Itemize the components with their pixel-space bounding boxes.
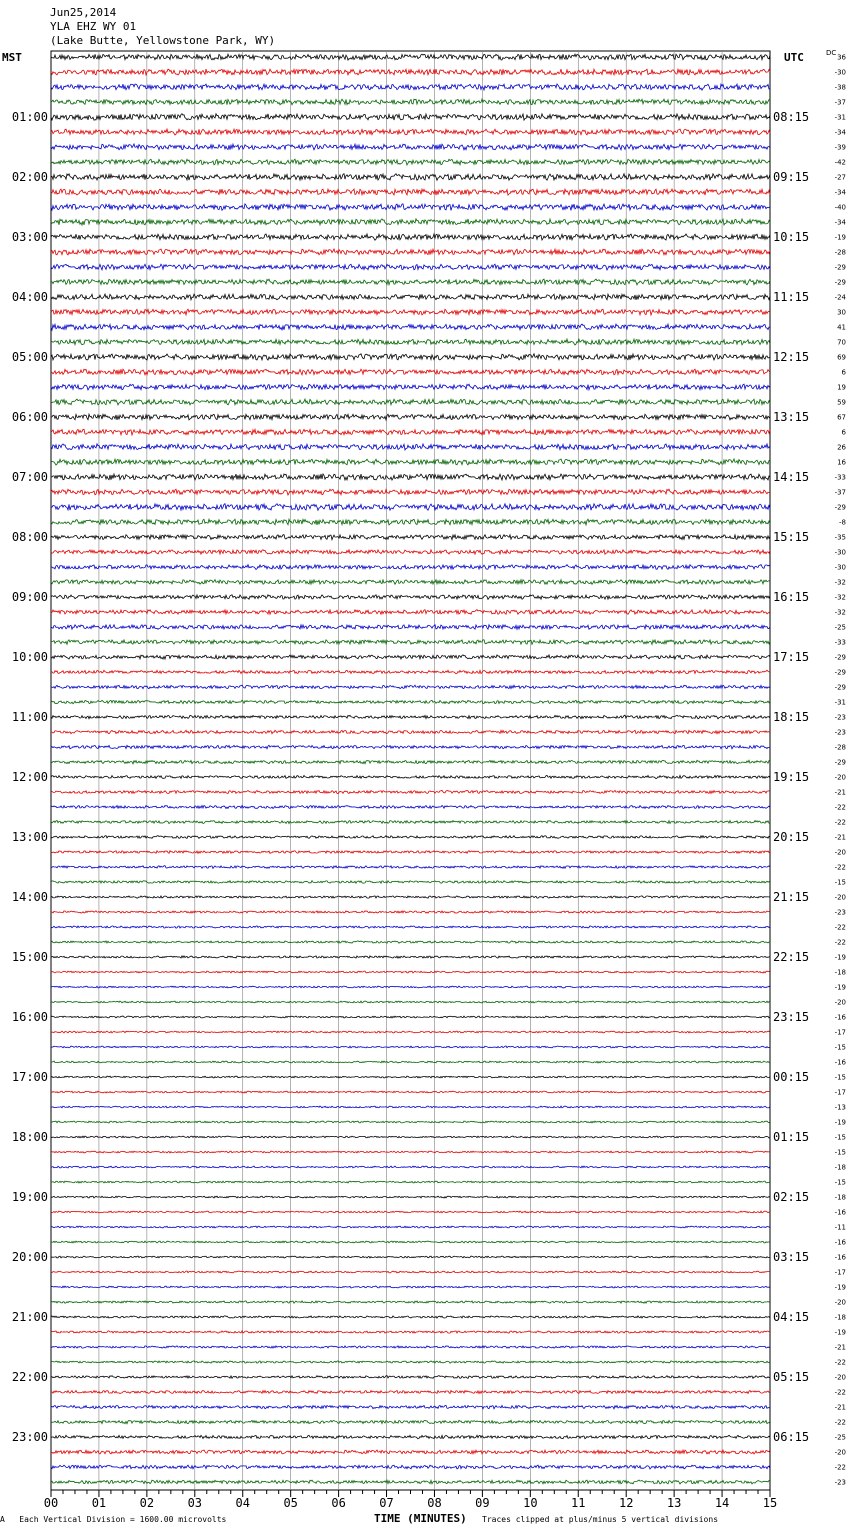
dc-offset-label: -15	[834, 1073, 846, 1082]
dc-offset-label: -16	[834, 1013, 846, 1022]
dc-offset-label: -20	[834, 1373, 846, 1382]
dc-offset-label: -39	[834, 143, 846, 152]
dc-offset-label: -38	[834, 83, 846, 92]
seismic-trace	[51, 685, 770, 689]
seismic-trace	[51, 414, 770, 420]
seismic-trace	[51, 189, 770, 195]
seismic-trace	[51, 1166, 770, 1168]
seismic-trace	[51, 625, 770, 630]
dc-offset-label: -13	[834, 1103, 846, 1112]
seismic-trace	[51, 1376, 770, 1379]
x-tick-label: 08	[427, 1496, 442, 1510]
dc-offset-label: -19	[834, 233, 846, 242]
x-tick-label: 02	[139, 1496, 155, 1510]
seismic-trace	[51, 911, 770, 913]
utc-hour-label: 05:15	[773, 1370, 810, 1384]
seismic-trace	[51, 174, 770, 181]
seismic-trace	[51, 249, 770, 255]
seismic-trace	[51, 896, 770, 898]
seismic-trace	[51, 550, 770, 555]
mst-hour-label: 01:00	[11, 110, 48, 124]
dc-offset-label: -42	[834, 158, 846, 167]
mst-hour-label: 04:00	[11, 290, 48, 304]
seismic-trace	[51, 580, 770, 585]
dc-offset-label: 70	[837, 338, 846, 347]
dc-offset-label: -23	[834, 728, 846, 737]
dc-offset-label: -22	[834, 1418, 846, 1427]
mst-hour-label: 18:00	[11, 1130, 48, 1144]
dc-offset-label: -32	[834, 593, 846, 602]
seismic-trace	[51, 1316, 770, 1318]
x-tick-label: 15	[762, 1496, 778, 1510]
dc-offset-label: -27	[834, 173, 846, 182]
seismic-trace	[51, 114, 770, 121]
dc-offset-label: -30	[834, 563, 846, 572]
dc-offset-label: -23	[834, 713, 846, 722]
seismic-trace	[51, 99, 770, 105]
dc-offset-label: -18	[834, 968, 846, 977]
dc-offset-label: 6	[841, 428, 846, 437]
seismic-trace	[51, 1136, 770, 1138]
x-tick-label: 03	[187, 1496, 203, 1510]
utc-hour-label: 20:15	[773, 830, 810, 844]
seismic-trace	[51, 219, 770, 225]
dc-offset-label: -18	[834, 1313, 846, 1322]
dc-offset-label: -28	[834, 248, 846, 257]
dc-offset-label: -18	[834, 1193, 846, 1202]
seismic-trace	[51, 234, 770, 240]
seismic-trace	[51, 294, 770, 300]
seismic-trace	[51, 806, 770, 809]
dc-offset-label: -20	[834, 1298, 846, 1307]
seismic-trace	[51, 1391, 770, 1394]
dc-offset-label: -29	[834, 263, 846, 272]
mst-hour-label: 10:00	[11, 650, 48, 664]
utc-hour-label: 06:15	[773, 1430, 810, 1444]
seismic-trace	[51, 1256, 770, 1258]
mst-hour-label: 06:00	[11, 410, 48, 424]
mst-hour-label: 11:00	[11, 710, 48, 724]
seismic-trace	[51, 1151, 770, 1153]
x-tick-label: 00	[43, 1496, 59, 1510]
dc-offset-label: -16	[834, 1253, 846, 1262]
seismic-trace	[51, 459, 770, 465]
mst-hour-label: 13:00	[11, 830, 48, 844]
utc-hour-label: 12:15	[773, 350, 810, 364]
seismic-trace	[51, 881, 770, 884]
seismic-trace	[51, 1435, 770, 1439]
seismic-trace	[51, 565, 770, 570]
dc-offset-label: -21	[834, 833, 846, 842]
dc-offset-label: -29	[834, 683, 846, 692]
seismic-trace	[51, 610, 770, 615]
dc-offset-label: -20	[834, 893, 846, 902]
seismic-trace	[51, 384, 770, 390]
dc-offset-label: -29	[834, 758, 846, 767]
dc-offset-label: -22	[834, 818, 846, 827]
dc-offset-label: -30	[834, 68, 846, 77]
dc-offset-label: -29	[834, 278, 846, 287]
footer-clip-note: Traces clipped at plus/minus 5 vertical divisions	[482, 1515, 719, 1524]
x-tick-label: 09	[475, 1496, 490, 1510]
dc-offset-label: -24	[834, 293, 846, 302]
dc-offset-label: -16	[834, 1208, 846, 1217]
dc-offset-label: 36	[837, 53, 846, 62]
seismic-trace	[51, 1031, 770, 1033]
seismic-trace	[51, 1091, 770, 1093]
dc-offset-label: 59	[837, 398, 846, 407]
seismic-trace	[51, 54, 770, 60]
dc-offset-label: -37	[834, 488, 846, 497]
dc-offset-label: -17	[834, 1028, 846, 1037]
utc-hour-label: 10:15	[773, 230, 810, 244]
dc-offset-label: 16	[837, 458, 846, 467]
dc-offset-label: -17	[834, 1088, 846, 1097]
dc-offset-label: -20	[834, 848, 846, 857]
dc-offset-label: -20	[834, 998, 846, 1007]
dc-offset-label: 67	[837, 413, 846, 422]
utc-hour-label: 19:15	[773, 770, 810, 784]
seismic-trace	[51, 1121, 770, 1123]
seismic-trace	[51, 1106, 770, 1108]
utc-hour-label: 02:15	[773, 1190, 810, 1204]
utc-hour-label: 21:15	[773, 890, 810, 904]
dc-offset-label: -25	[834, 1433, 846, 1442]
seismic-trace	[51, 324, 770, 330]
seismic-trace	[51, 1016, 770, 1018]
dc-offset-label: -17	[834, 1268, 846, 1277]
seismic-trace	[51, 339, 770, 345]
seismic-trace	[51, 1226, 770, 1228]
seismic-trace	[51, 354, 770, 360]
x-axis-title: TIME (MINUTES)	[374, 1512, 467, 1525]
seismic-trace	[51, 1061, 770, 1063]
seismic-trace	[51, 730, 770, 733]
seismic-trace	[51, 836, 770, 839]
seismic-trace	[51, 69, 770, 75]
mst-hour-label: 09:00	[11, 590, 48, 604]
dc-offset-label: -22	[834, 938, 846, 947]
mst-axis-label: MST	[2, 51, 22, 64]
dc-offset-label: -29	[834, 668, 846, 677]
dc-offset-label: -19	[834, 1328, 846, 1337]
seismic-trace	[51, 851, 770, 854]
seismic-trace	[51, 776, 770, 779]
seismic-trace	[51, 715, 770, 719]
mst-hour-label: 16:00	[11, 1010, 48, 1024]
dc-offset-label: -19	[834, 983, 846, 992]
mst-hour-label: 23:00	[11, 1430, 48, 1444]
seismic-trace	[51, 1301, 770, 1303]
dc-offset-label: -29	[834, 653, 846, 662]
dc-offset-label: -8	[839, 518, 846, 527]
dc-offset-label: -32	[834, 608, 846, 617]
dc-offset-label: -40	[834, 203, 846, 212]
seismic-trace	[51, 1181, 770, 1183]
dc-offset-label: -34	[834, 188, 846, 197]
seismic-trace	[51, 504, 770, 511]
dc-offset-label: -21	[834, 1343, 846, 1352]
utc-hour-label: 03:15	[773, 1250, 810, 1264]
dc-offset-label: -33	[834, 473, 846, 482]
utc-hour-label: 00:15	[773, 1070, 810, 1084]
seismic-trace	[51, 489, 770, 495]
x-tick-label: 12	[618, 1496, 634, 1510]
utc-axis-label: UTC	[784, 51, 804, 64]
seismic-trace	[51, 1405, 770, 1408]
seismic-trace	[51, 1331, 770, 1333]
seismic-trace	[51, 204, 770, 211]
mst-hour-label: 21:00	[11, 1310, 48, 1324]
dc-offset-label: -33	[834, 638, 846, 647]
dc-offset-label: -19	[834, 953, 846, 962]
x-tick-label: 13	[666, 1496, 682, 1510]
seismic-trace	[51, 941, 770, 943]
utc-hour-label: 23:15	[773, 1010, 810, 1024]
seismic-trace	[51, 144, 770, 150]
x-tick-label: 10	[523, 1496, 538, 1510]
dc-offset-label: -23	[834, 908, 846, 917]
utc-hour-label: 01:15	[773, 1130, 810, 1144]
seismic-trace	[51, 535, 770, 540]
seismic-trace	[51, 1211, 770, 1213]
seismic-trace	[51, 1420, 770, 1423]
seismic-trace	[51, 264, 770, 270]
seismic-trace	[51, 1046, 770, 1048]
dc-offset-label: -31	[834, 113, 846, 122]
seismic-trace	[51, 1346, 770, 1348]
seismic-trace	[51, 986, 770, 988]
dc-offset-label: -15	[834, 1178, 846, 1187]
seismic-trace	[51, 1480, 770, 1484]
dc-offset-label: -16	[834, 1058, 846, 1067]
utc-hour-label: 13:15	[773, 410, 810, 424]
dc-offset-label: -19	[834, 1118, 846, 1127]
dc-offset-label: -22	[834, 1358, 846, 1367]
mst-hour-label: 15:00	[11, 950, 48, 964]
seismic-trace	[51, 474, 770, 480]
mst-hour-label: 05:00	[11, 350, 48, 364]
x-tick-label: 04	[235, 1496, 250, 1510]
seismic-trace	[51, 745, 770, 749]
dc-offset-label: -18	[834, 1163, 846, 1172]
dc-offset-label: -21	[834, 1403, 846, 1412]
seismic-trace	[51, 956, 770, 958]
seismic-trace	[51, 444, 770, 450]
seismic-trace	[51, 1241, 770, 1243]
mst-hour-label: 17:00	[11, 1070, 48, 1084]
utc-hour-label: 14:15	[773, 470, 810, 484]
seismic-trace	[51, 1076, 770, 1078]
dc-offset-label: -28	[834, 743, 846, 752]
dc-offset-label: -30	[834, 548, 846, 557]
dc-offset-label: -22	[834, 923, 846, 932]
seismic-trace	[51, 399, 770, 405]
x-tick-label: 01	[91, 1496, 107, 1510]
dc-offset-label: -22	[834, 1388, 846, 1397]
dc-offset-label: -25	[834, 623, 846, 632]
dc-offset-label: -23	[834, 1478, 846, 1487]
seismic-trace	[51, 1465, 770, 1469]
utc-hour-label: 17:15	[773, 650, 810, 664]
dc-offset-label: -22	[834, 863, 846, 872]
mst-hour-label: 12:00	[11, 770, 48, 784]
dc-offset-label: -20	[834, 773, 846, 782]
dc-offset-label: -35	[834, 533, 846, 542]
utc-hour-label: 04:15	[773, 1310, 810, 1324]
seismic-trace	[51, 1271, 770, 1273]
dc-offset-label: -29	[834, 503, 846, 512]
seismic-trace	[51, 866, 770, 869]
x-tick-label: 06	[331, 1496, 346, 1510]
seismic-trace	[51, 309, 770, 315]
seismic-trace	[51, 279, 770, 285]
dc-offset-label: -22	[834, 1463, 846, 1472]
seismic-trace	[51, 519, 770, 525]
seismic-trace	[51, 1001, 770, 1003]
seismic-trace	[51, 429, 770, 435]
seismic-trace	[51, 971, 770, 973]
dc-offset-label: -15	[834, 1148, 846, 1157]
seismic-trace	[51, 790, 770, 793]
seismic-trace	[51, 640, 770, 645]
dc-offset-label: -19	[834, 1283, 846, 1292]
header-date: Jun25,2014	[50, 6, 117, 19]
seismic-trace	[51, 1361, 770, 1363]
dc-offset-label: -32	[834, 578, 846, 587]
dc-offset-label: -34	[834, 218, 846, 227]
mst-hour-label: 07:00	[11, 470, 48, 484]
seismic-trace	[51, 1286, 770, 1288]
dc-offset-label: -15	[834, 1133, 846, 1142]
utc-hour-label: 18:15	[773, 710, 810, 724]
utc-hour-label: 08:15	[773, 110, 810, 124]
seismic-trace	[51, 821, 770, 824]
dc-offset-label: 26	[837, 443, 846, 452]
mst-hour-label: 22:00	[11, 1370, 48, 1384]
utc-hour-label: 11:15	[773, 290, 810, 304]
utc-hour-label: 16:15	[773, 590, 810, 604]
seismic-trace	[51, 1196, 770, 1198]
x-tick-label: 11	[571, 1496, 586, 1510]
mst-hour-label: 03:00	[11, 230, 48, 244]
mst-hour-label: 02:00	[11, 170, 48, 184]
dc-offset-label: 69	[837, 353, 846, 362]
seismic-trace	[51, 1450, 770, 1454]
header-station: YLA EHZ WY 01	[50, 20, 137, 33]
dc-offset-label: -16	[834, 1238, 846, 1247]
mst-hour-label: 20:00	[11, 1250, 48, 1264]
dc-offset-label: 30	[837, 308, 846, 317]
dc-offset-label: -15	[834, 1043, 846, 1052]
x-tick-label: 14	[714, 1496, 730, 1510]
seismic-trace	[51, 595, 770, 600]
dc-offset-label: -31	[834, 698, 846, 707]
dc-offset-label: 41	[837, 323, 846, 332]
seismic-trace	[51, 670, 770, 674]
dc-offset-label: -15	[834, 878, 846, 887]
utc-hour-label: 22:15	[773, 950, 810, 964]
seismic-trace	[51, 84, 770, 90]
seismic-trace	[51, 369, 770, 375]
utc-hour-label: 15:15	[773, 530, 810, 544]
footer-scale-note: A Each Vertical Division = 1600.00 microvolts	[0, 1515, 227, 1524]
dc-offset-label: -37	[834, 98, 846, 107]
seismic-trace	[51, 700, 770, 704]
seismic-trace	[51, 760, 770, 764]
seismic-trace	[51, 159, 770, 165]
dc-offset-label: 19	[837, 383, 846, 392]
mst-hour-label: 14:00	[11, 890, 48, 904]
mst-hour-label: 19:00	[11, 1190, 48, 1204]
utc-hour-label: 09:15	[773, 170, 810, 184]
dc-header-label: DC	[826, 49, 837, 57]
header-location: (Lake Butte, Yellowstone Park, WY)	[50, 34, 276, 47]
dc-offset-label: 6	[841, 368, 846, 377]
seismic-trace	[51, 655, 770, 659]
seismic-trace	[51, 926, 770, 928]
dc-offset-label: -34	[834, 128, 846, 137]
dc-offset-label: -21	[834, 788, 846, 797]
dc-offset-label: -22	[834, 803, 846, 812]
dc-offset-label: -11	[834, 1223, 846, 1232]
dc-offset-label: -20	[834, 1448, 846, 1457]
x-tick-label: 05	[283, 1496, 298, 1510]
x-tick-label: 07	[379, 1496, 394, 1510]
seismic-trace	[51, 129, 770, 135]
mst-hour-label: 08:00	[11, 530, 48, 544]
